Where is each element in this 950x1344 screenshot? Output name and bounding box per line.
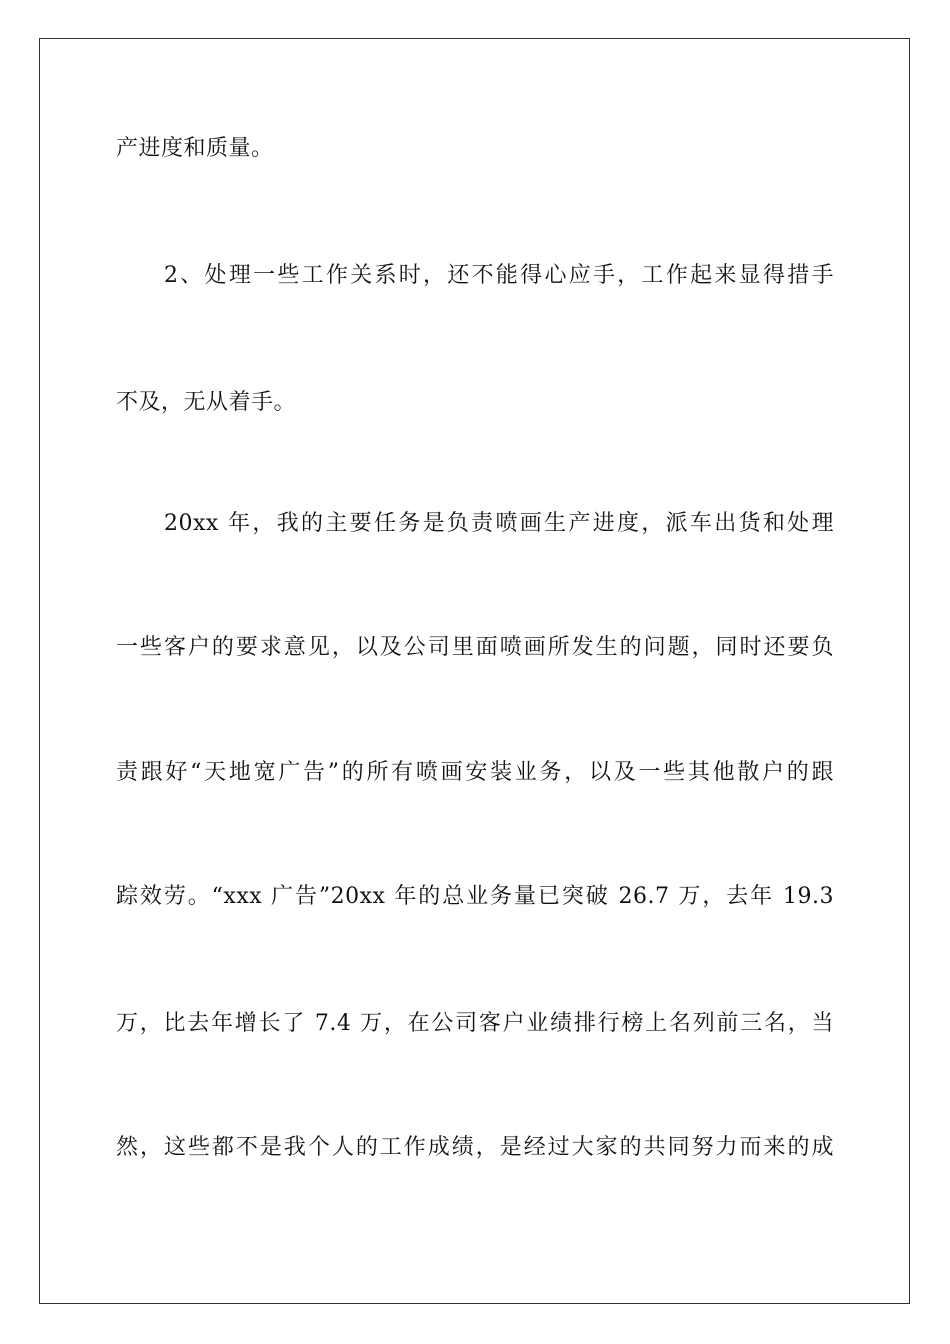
text-line-8: 万，比去年增长了 7.4 万，在公司客户业绩排行榜上名列前三名，当 (116, 1011, 834, 1036)
text-line-9: 然，这些都不是我个人的工作成绩，是经过大家的共同努力而来的成 (116, 1135, 834, 1160)
text-line-7: 踪效劳。“xxx 广告”20xx 年的总业务量已突破 26.7 万，去年 19.3 (116, 884, 834, 909)
text-line-2: 2、处理一些工作关系时，还不能得心应手，工作起来显得措手 (164, 263, 834, 288)
text-line-1: 产进度和质量。 (116, 136, 274, 161)
text-line-6: 责跟好“天地宽广告”的所有喷画安装业务，以及一些其他散户的跟 (116, 760, 834, 785)
text-line-5: 一些客户的要求意见，以及公司里面喷画所发生的问题，同时还要负 (116, 635, 834, 660)
text-line-4: 20xx 年，我的主要任务是负责喷画生产进度，派车出货和处理 (164, 511, 834, 536)
page-border (39, 38, 910, 1304)
text-line-3: 不及，无从着手。 (116, 390, 297, 415)
